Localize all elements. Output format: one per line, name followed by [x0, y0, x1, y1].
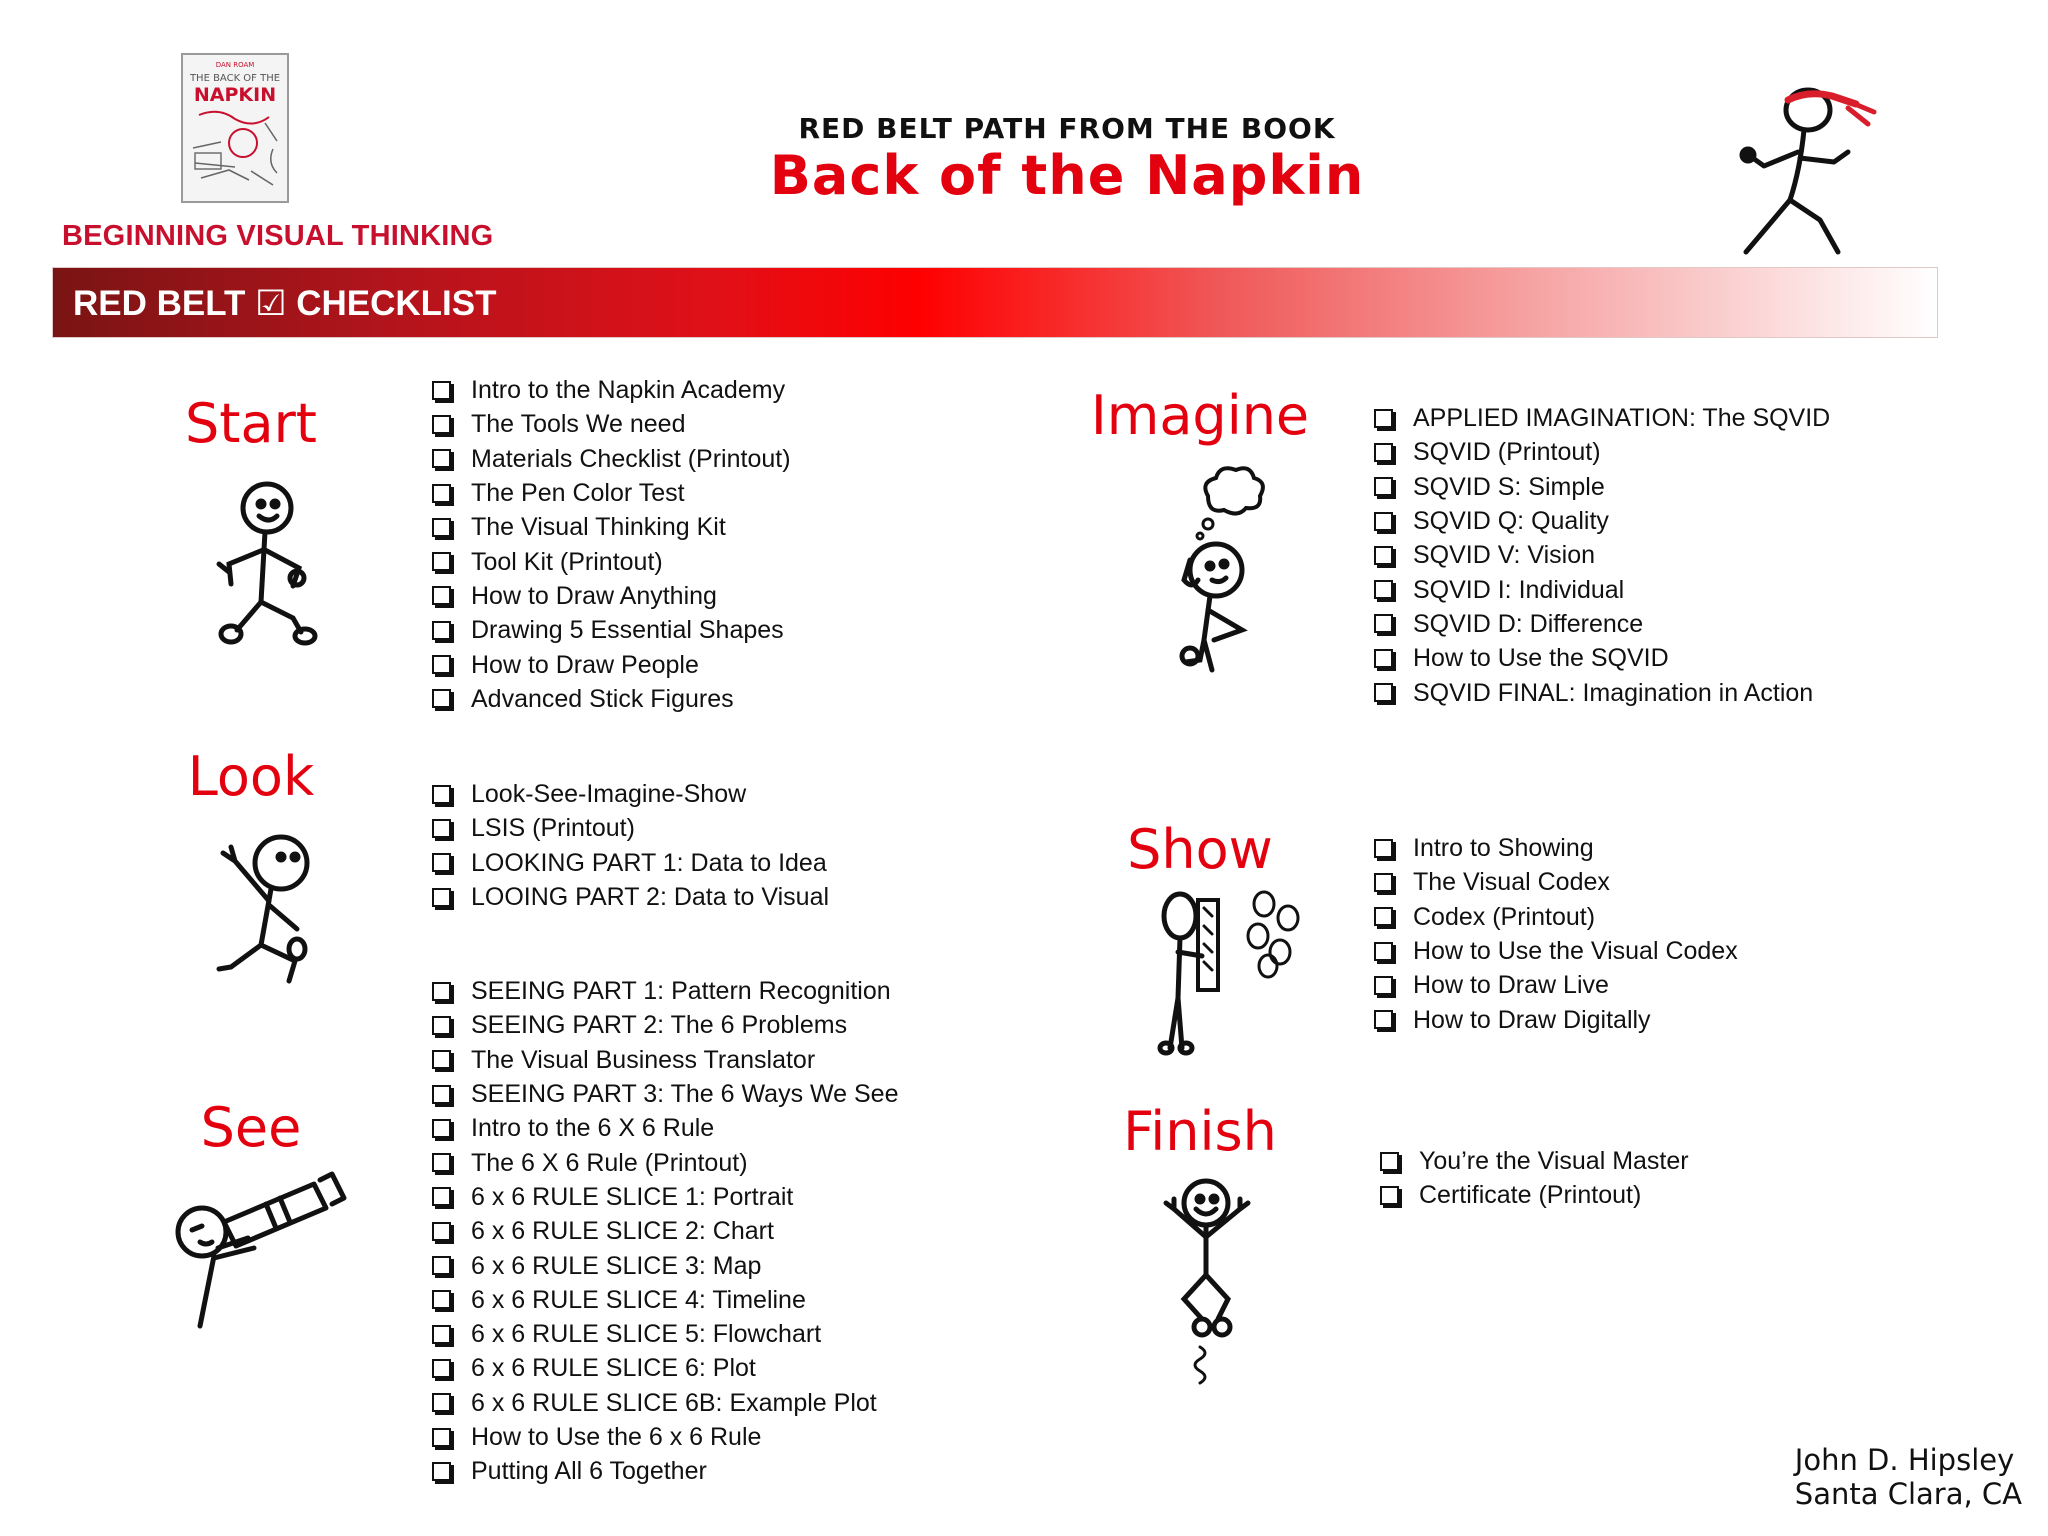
- checkbox[interactable]: [432, 1393, 451, 1412]
- checklist-item[interactable]: [1374, 401, 1830, 435]
- book-cover-image: [181, 53, 289, 203]
- book-cover-title-big: NAPKIN: [193, 84, 277, 106]
- checkbox[interactable]: [1374, 942, 1393, 961]
- checklist-item[interactable]: [432, 544, 791, 578]
- checkbox[interactable]: [432, 689, 451, 708]
- checklist-item-label: SQVID V: Vision: [1413, 541, 1596, 570]
- checkbox[interactable]: [1374, 683, 1393, 702]
- walking-stick-figure-icon: [185, 478, 355, 648]
- section-heading-look: Look: [187, 745, 315, 808]
- checkbox[interactable]: [432, 1119, 451, 1138]
- checkbox[interactable]: [432, 586, 451, 605]
- checkbox[interactable]: [1374, 443, 1393, 462]
- signature: [1795, 1443, 2022, 1511]
- checklist-item-label: The Visual Codex: [1413, 868, 1610, 897]
- checklist-item-label: The Tools We need: [471, 410, 686, 439]
- checkbox[interactable]: [1374, 580, 1393, 599]
- checkbox[interactable]: [1374, 409, 1393, 428]
- checkbox[interactable]: [432, 518, 451, 537]
- checklist-item[interactable]: [432, 682, 791, 716]
- checkbox[interactable]: [432, 1016, 451, 1035]
- checkbox[interactable]: [1374, 1010, 1393, 1029]
- checkbox[interactable]: [432, 1325, 451, 1344]
- checkbox[interactable]: [432, 621, 451, 640]
- checklist-item-label: SEEING PART 2: The 6 Problems: [471, 1011, 848, 1040]
- book-cover-title-small: THE BACK OF THE: [189, 73, 281, 84]
- jumping-stick-figure-icon: [1128, 1175, 1298, 1395]
- ninja-runner-icon: [1700, 80, 1890, 255]
- checklist-item[interactable]: [1374, 470, 1830, 504]
- checkbox[interactable]: [432, 1050, 451, 1069]
- checklist-item-label: SQVID I: Individual: [1413, 575, 1625, 604]
- checkbox[interactable]: [432, 381, 451, 400]
- start-checklist: [432, 373, 791, 716]
- checklist-item[interactable]: [432, 880, 829, 914]
- checkbox[interactable]: [1374, 907, 1393, 926]
- checklist-item-label: SQVID (Printout): [1413, 438, 1601, 467]
- checklist-item[interactable]: [1374, 435, 1830, 469]
- checklist-item-label: Tool Kit (Printout): [471, 547, 663, 576]
- checklist-item[interactable]: [432, 510, 791, 544]
- checkbox[interactable]: [1374, 477, 1393, 496]
- subtitle: BEGINNING VISUAL THINKING: [62, 220, 494, 252]
- checkbox[interactable]: [1374, 649, 1393, 668]
- telescope-stick-figure-icon: [170, 1160, 350, 1330]
- checklist-item-label: How to Use the Visual Codex: [1413, 937, 1738, 966]
- checklist-item[interactable]: [432, 579, 791, 613]
- checklist-item-label: How to Draw Digitally: [1413, 1005, 1651, 1034]
- checkbox[interactable]: [1374, 873, 1393, 892]
- checklist-item-label: 6 x 6 RULE SLICE 3: Map: [471, 1251, 762, 1280]
- checklist-item-label: SEEING PART 3: The 6 Ways We See: [471, 1080, 899, 1109]
- checklist-item-label: The Visual Thinking Kit: [471, 513, 726, 542]
- checklist-item-label: Advanced Stick Figures: [471, 684, 734, 713]
- checkbox[interactable]: [432, 1187, 451, 1206]
- checklist-item-label: Intro to Showing: [1413, 834, 1594, 863]
- checklist-item[interactable]: [1374, 934, 1738, 968]
- checklist-item-label: How to Draw Anything: [471, 581, 717, 610]
- checkbox[interactable]: [432, 888, 451, 907]
- checklist-item[interactable]: [432, 1317, 899, 1351]
- look-checklist: [432, 777, 829, 914]
- checklist-item-label: LOOING PART 2: Data to Visual: [471, 883, 830, 912]
- checklist-item[interactable]: [432, 647, 791, 681]
- checklist-item-label: 6 x 6 RULE SLICE 6: Plot: [471, 1354, 756, 1383]
- checklist-item-label: Intro to the Napkin Academy: [471, 376, 786, 405]
- section-heading-show: Show: [1127, 818, 1273, 881]
- checklist-item[interactable]: [432, 1283, 899, 1317]
- checkbox[interactable]: [432, 982, 451, 1001]
- checkbox[interactable]: [1380, 1186, 1399, 1205]
- checkbox[interactable]: [432, 1462, 451, 1481]
- checkbox[interactable]: [432, 415, 451, 434]
- checkbox[interactable]: [432, 1153, 451, 1172]
- checklist-item[interactable]: [432, 1248, 899, 1282]
- checkbox[interactable]: [432, 552, 451, 571]
- checklist-item-label: 6 x 6 RULE SLICE 4: Timeline: [471, 1285, 806, 1314]
- checklist-item[interactable]: [432, 442, 791, 476]
- kicker: RED BELT PATH FROM THE BOOK: [798, 112, 1336, 145]
- checklist-item[interactable]: [432, 1180, 899, 1214]
- checklist-banner: [52, 267, 1938, 338]
- checklist-item-label: LOOKING PART 1: Data to Idea: [471, 848, 827, 877]
- checkbox[interactable]: [432, 484, 451, 503]
- show-checklist: [1374, 831, 1738, 1037]
- checklist-item-label: SQVID FINAL: Imagination in Action: [1413, 678, 1814, 707]
- checklist-item-label: Materials Checklist (Printout): [471, 444, 791, 473]
- checklist-item[interactable]: [1374, 968, 1738, 1002]
- checklist-item[interactable]: [1380, 1144, 1689, 1178]
- section-heading-finish: Finish: [1123, 1100, 1277, 1163]
- checklist-item[interactable]: [432, 1145, 899, 1179]
- checklist-item-label: The 6 X 6 Rule (Printout): [471, 1148, 748, 1177]
- section-heading-see: See: [200, 1096, 302, 1159]
- checklist-item[interactable]: [432, 777, 829, 811]
- checklist-item-label: How to Draw Live: [1413, 971, 1609, 1000]
- checklist-item[interactable]: [1374, 865, 1738, 899]
- checkbox[interactable]: [1374, 546, 1393, 565]
- checklist-item[interactable]: [432, 1111, 899, 1145]
- checklist-item-label: SQVID D: Difference: [1413, 609, 1644, 638]
- checklist-item-label: How to Use the SQVID: [1413, 644, 1669, 673]
- imagine-checklist: [1374, 401, 1830, 710]
- looking-stick-figure-icon: [185, 825, 355, 995]
- section-heading-start: Start: [185, 392, 317, 455]
- checklist-item-label: The Visual Business Translator: [471, 1045, 816, 1074]
- signature-location: Santa Clara, CA: [1794, 1477, 2022, 1511]
- checklist-item[interactable]: [1374, 607, 1830, 641]
- checklist-item-label: 6 x 6 RULE SLICE 2: Chart: [471, 1217, 774, 1246]
- checklist-item[interactable]: [432, 974, 899, 1008]
- checklist-item[interactable]: [432, 1008, 899, 1042]
- checklist-item[interactable]: [432, 613, 791, 647]
- checklist-item-label: Drawing 5 Essential Shapes: [471, 616, 784, 645]
- finish-checklist: [1380, 1144, 1689, 1213]
- book-title: Back of the Napkin: [769, 144, 1365, 207]
- checkbox[interactable]: [432, 1222, 451, 1241]
- checklist-item[interactable]: [1374, 572, 1830, 606]
- checklist-item[interactable]: [432, 407, 791, 441]
- checklist-item[interactable]: [1374, 504, 1830, 538]
- checklist-item-label: LSIS (Printout): [471, 814, 635, 843]
- checkbox[interactable]: [1374, 976, 1393, 995]
- checklist-item-label: Codex (Printout): [1413, 902, 1596, 931]
- checklist-item-label: Look-See-Imagine-Show: [471, 780, 747, 809]
- checklist-item[interactable]: [432, 811, 829, 845]
- checklist-item-label: APPLIED IMAGINATION: The SQVID: [1413, 404, 1831, 433]
- checkbox[interactable]: [432, 785, 451, 804]
- checklist-item[interactable]: [432, 1386, 899, 1420]
- checklist-item[interactable]: [432, 1043, 899, 1077]
- checkbox[interactable]: [432, 1359, 451, 1378]
- checklist-item-label: 6 x 6 RULE SLICE 6B: Example Plot: [471, 1388, 877, 1417]
- banner-label: RED BELT ☑ CHECKLIST: [73, 284, 497, 323]
- checkbox[interactable]: [432, 853, 451, 872]
- checklist-item-label: SQVID S: Simple: [1413, 472, 1605, 501]
- checkbox[interactable]: [432, 1085, 451, 1104]
- checklist-item[interactable]: [1374, 538, 1830, 572]
- checkbox[interactable]: [1374, 839, 1393, 858]
- checklist-item[interactable]: [432, 1077, 899, 1111]
- checklist-item-label: Putting All 6 Together: [471, 1457, 707, 1486]
- checklist-item[interactable]: [1374, 831, 1738, 865]
- checklist-item-label: 6 x 6 RULE SLICE 1: Portrait: [471, 1182, 794, 1211]
- presenting-stick-figure-icon: [1150, 886, 1330, 1056]
- checkbox[interactable]: [1374, 512, 1393, 531]
- checklist-item-label: 6 x 6 RULE SLICE 5: Flowchart: [471, 1320, 822, 1349]
- checklist-item[interactable]: [432, 1214, 899, 1248]
- checklist-item[interactable]: [432, 846, 829, 880]
- checkbox[interactable]: [1374, 614, 1393, 633]
- checklist-item-label: Intro to the 6 X 6 Rule: [471, 1114, 715, 1143]
- checkbox[interactable]: [432, 819, 451, 838]
- section-heading-imagine: Imagine: [1090, 384, 1310, 447]
- book-cover-author: DAN ROAM: [215, 61, 255, 69]
- checklist-item[interactable]: [1374, 641, 1830, 675]
- checklist-item-label: How to Draw People: [471, 650, 699, 679]
- checkbox[interactable]: [432, 1428, 451, 1447]
- checklist-item-label: SEEING PART 1: Pattern Recognition: [471, 977, 891, 1006]
- checklist-item-label: SQVID Q: Quality: [1413, 507, 1609, 536]
- signature-name: John D. Hipsley: [1794, 1443, 2015, 1477]
- checklist-item-label: You’re the Visual Master: [1419, 1147, 1689, 1176]
- checklist-item-label: The Pen Color Test: [471, 479, 685, 508]
- checklist-item-label: Certificate (Printout): [1419, 1181, 1642, 1210]
- thinking-stick-figure-icon: [1128, 460, 1298, 630]
- checklist-item[interactable]: [432, 476, 791, 510]
- checklist-item[interactable]: [432, 1454, 899, 1488]
- checklist-item[interactable]: [432, 373, 791, 407]
- checkbox[interactable]: [1380, 1152, 1399, 1171]
- checklist-item[interactable]: [432, 1420, 899, 1454]
- checkbox[interactable]: [432, 1290, 451, 1309]
- see-checklist: [432, 974, 899, 1488]
- checklist-item[interactable]: [432, 1351, 899, 1385]
- checklist-item[interactable]: [1374, 900, 1738, 934]
- checklist-item[interactable]: [1374, 675, 1830, 709]
- checklist-item-label: How to Use the 6 x 6 Rule: [471, 1423, 762, 1451]
- checklist-item[interactable]: [1374, 1002, 1738, 1036]
- checkbox[interactable]: [432, 1256, 451, 1275]
- checkbox[interactable]: [432, 449, 451, 468]
- checkbox[interactable]: [432, 655, 451, 674]
- checklist-item[interactable]: [1380, 1178, 1689, 1212]
